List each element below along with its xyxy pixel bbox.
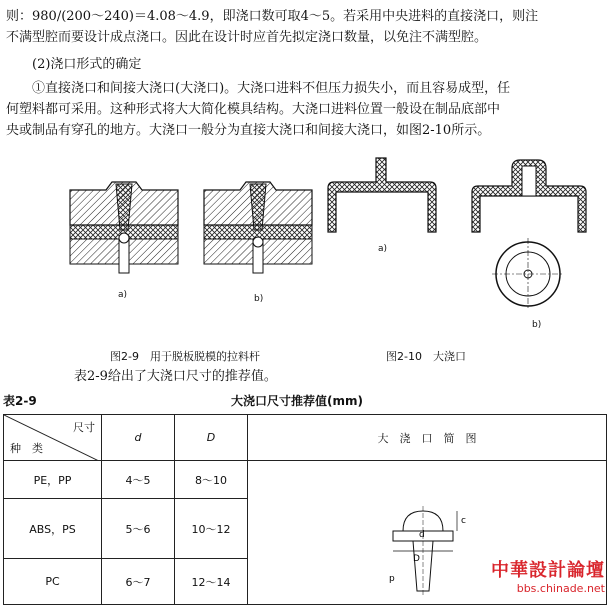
cell-D: 10～12 (175, 499, 248, 559)
fig-2-10-caption: 图2-10 大浇口 (386, 350, 466, 363)
watermark (491, 556, 605, 595)
text-line-1: 则：980/(200～240)＝4.08～4.9，即浇口数可取4～5。若采用中央进料的直接浇口，则注 (6, 9, 539, 24)
text-line-7: 表2-9给出了大浇口尺寸的推荐值。 (74, 369, 277, 384)
fig-2-10b-label: b) (532, 320, 542, 330)
figure-2-10b-plan (488, 234, 568, 314)
header-D: D (175, 415, 248, 461)
diag-label-D: D (413, 554, 420, 564)
header-diagram: 大 浇 口 简 图 (248, 415, 607, 461)
header-kind: 种 类 (10, 442, 43, 455)
text-line-4: ①直接浇口和间接大浇口(大浇口)。大浇口进料不但压力损失小，而且容易成型，任 (32, 81, 511, 96)
figure-2-9b (202, 180, 314, 275)
table-title-row (3, 392, 607, 409)
fig-2-10a-label: a) (378, 244, 388, 254)
header-d: d (102, 415, 175, 461)
table-title: 大浇口尺寸推荐值(mm) (231, 394, 363, 408)
table-id: 表2-9 (3, 394, 37, 408)
cell-D: 8～10 (175, 461, 248, 499)
fig-2-9-caption: 图2-9 用于脱板脱模的拉料杆 (110, 350, 260, 363)
watermark-logo: 中華設計論壇 (491, 560, 605, 581)
header-size: 尺寸 (73, 421, 95, 434)
text-line-5: 何塑料都可采用。这种形式将大大简化模具结构。大浇口进料位置一般设在制品底部中 (6, 102, 501, 117)
figure-2-10b (468, 152, 590, 237)
cell-d: 6～7 (102, 559, 175, 605)
diag-label-c: c (461, 516, 466, 526)
cell-kind: ABS，PS (4, 499, 102, 559)
gate-diagram (383, 501, 503, 601)
cell-D: 12～14 (175, 559, 248, 605)
cell-kind: PE，PP (4, 461, 102, 499)
section-heading: (2)浇口形式的确定 (32, 57, 142, 72)
fig-2-9a-label: a) (118, 290, 128, 300)
text-line-2: 不满型腔而要设计成点浇口。因此在设计时应首先拟定浇口数量，以免注不满型腔。 (6, 30, 488, 45)
watermark-url: bbs.chinade.net (516, 582, 605, 595)
table-header-row (4, 415, 607, 461)
header-corner-cell (4, 415, 102, 461)
text-line-6: 央或制品有穿孔的地方。大浇口一般分为直接大浇口和间接大浇口，如图2-10所示。 (6, 123, 491, 138)
cell-d: 4～5 (102, 461, 175, 499)
figure-2-9a (68, 180, 180, 275)
figure-2-10a (322, 152, 444, 237)
cell-d: 5～6 (102, 499, 175, 559)
table-row (4, 461, 607, 499)
diag-label-d: d (419, 530, 425, 540)
fig-2-9b-label: b) (254, 294, 264, 304)
cell-kind: PC (4, 559, 102, 605)
diag-label-p: p (389, 574, 395, 584)
